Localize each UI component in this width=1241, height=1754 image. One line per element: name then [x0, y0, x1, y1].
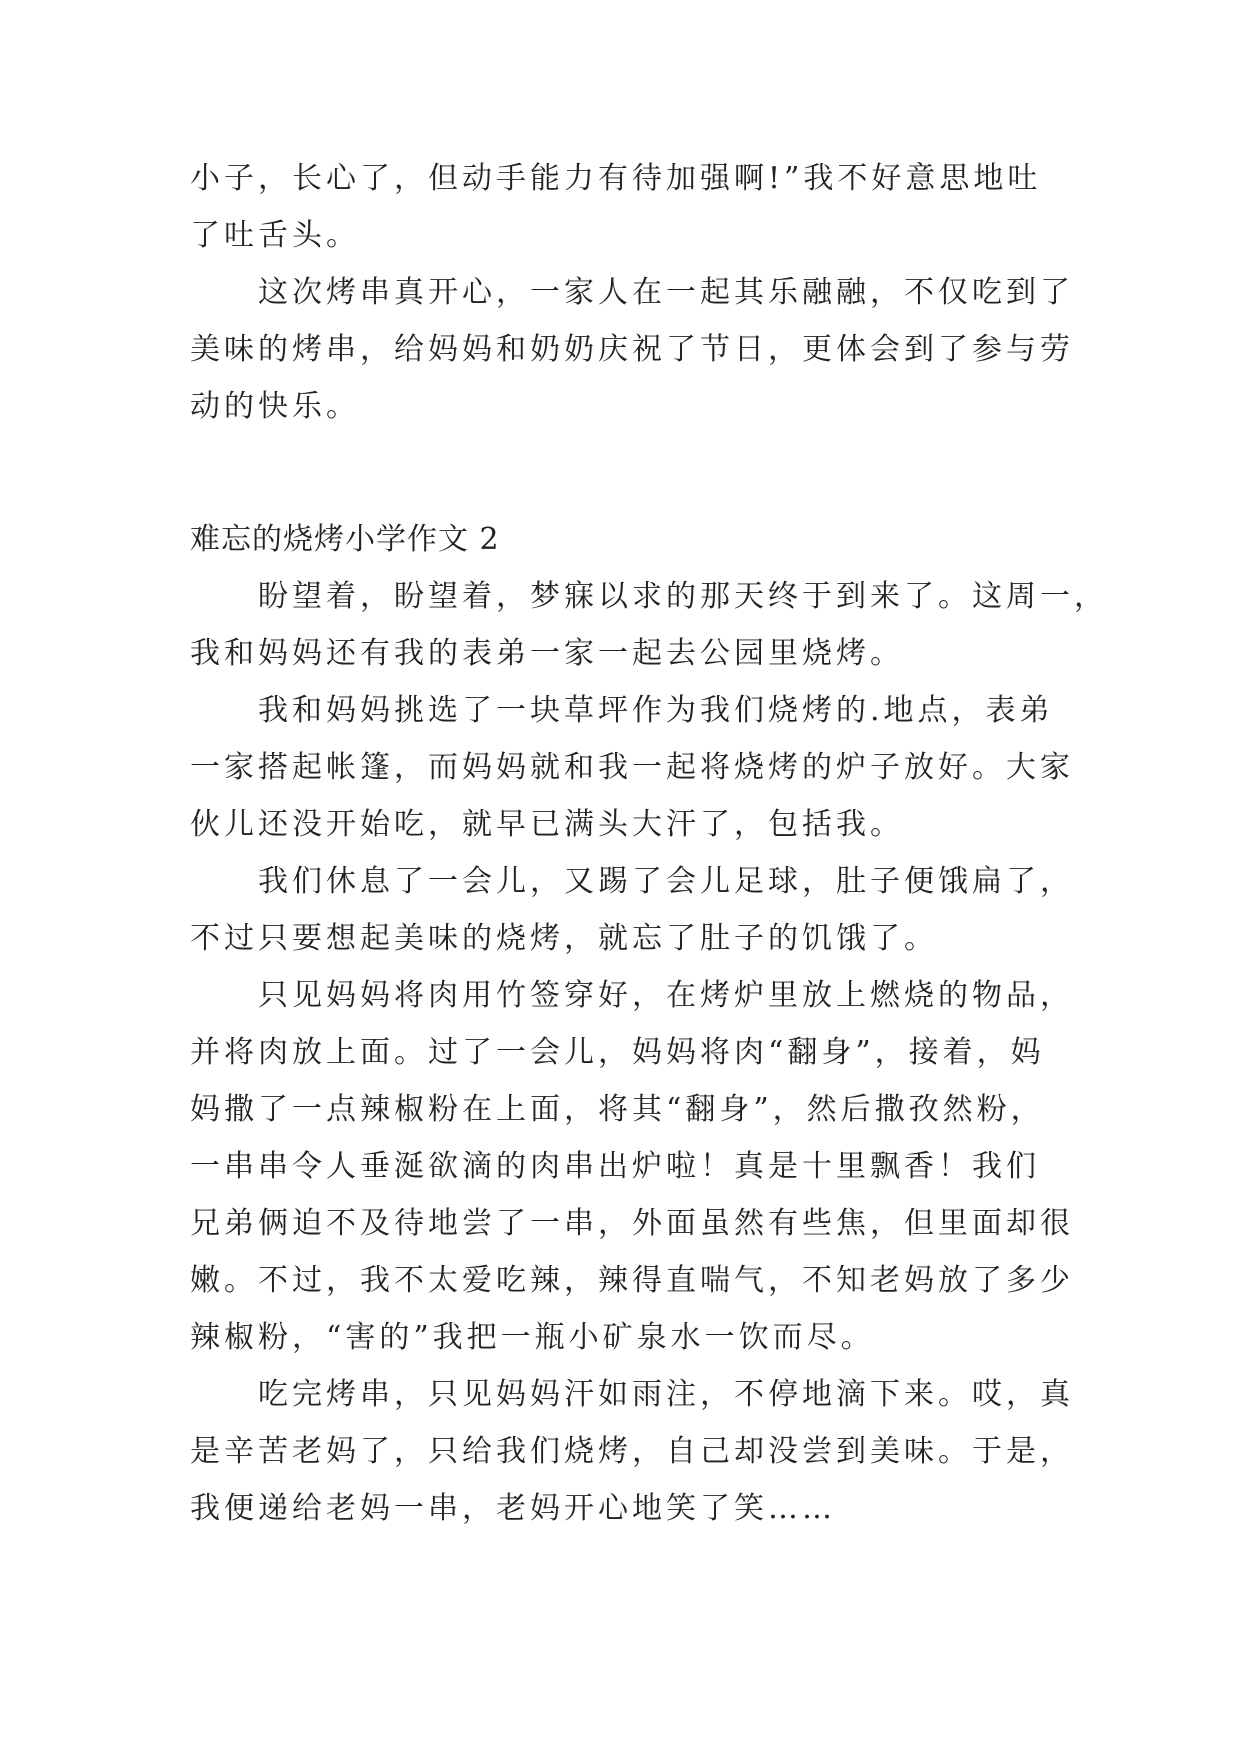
text-line: 我便递给老妈一串，老妈开心地笑了笑…… — [190, 1491, 836, 1526]
text-line: 兄弟俩迫不及待地尝了一串，外面虽然有些焦，但里面却很 — [190, 1206, 1074, 1241]
text-line: 这次烤串真开心，一家人在一起其乐融融，不仅吃到了 — [258, 275, 1074, 310]
text-line: 并将肉放上面。过了一会儿，妈妈将肉“翻身”，接着，妈 — [190, 1035, 1045, 1070]
text-line: 我们休息了一会儿，又踢了会儿足球，肚子便饿扁了， — [258, 864, 1074, 899]
text-line: 伙儿还没开始吃，就早已满头大汗了，包括我。 — [190, 807, 904, 842]
text-line: 一家搭起帐篷，而妈妈就和我一起将烧烤的炉子放好。大家 — [190, 750, 1074, 785]
text-line: 我和妈妈挑选了一块草坪作为我们烧烤的.地点，表弟 — [258, 693, 1054, 728]
text-line: 妈撒了一点辣椒粉在上面，将其“翻身”，然后撒孜然粉， — [190, 1092, 1045, 1127]
text-line: 了吐舌头。 — [190, 218, 360, 253]
text-line: 吃完烤串，只见妈妈汗如雨注，不停地滴下来。哎，真 — [258, 1377, 1074, 1412]
document-page — [190, 150, 1108, 1537]
text-line: 辣椒粉，“害的”我把一瓶小矿泉水一饮而尽。 — [190, 1320, 875, 1355]
text-line: 动的快乐。 — [190, 389, 360, 424]
paragraph — [190, 264, 1074, 435]
text-line: 不过只要想起美味的烧烤，就忘了肚子的饥饿了。 — [190, 921, 938, 956]
text-line: 美味的烤串，给妈妈和奶奶庆祝了节日，更体会到了参与劳 — [190, 332, 1074, 367]
text-line: 一串串令人垂涎欲滴的肉串出炉啦！真是十里飘香！我们 — [190, 1149, 1040, 1184]
text-line: 盼望着，盼望着，梦寐以求的那天终于到来了。这周一， — [258, 579, 1108, 614]
text-line: 是辛苦老妈了，只给我们烧烤，自己却没尝到美味。于是， — [190, 1434, 1074, 1469]
paragraph — [190, 568, 1108, 682]
paragraph — [190, 150, 1070, 264]
paragraph — [190, 682, 1074, 853]
paragraph — [190, 1366, 1074, 1537]
text-line: 嫩。不过，我不太爱吃辣，辣得直喘气，不知老妈放了多少 — [190, 1263, 1074, 1298]
text-line: 小子，长心了，但动手能力有待加强啊!”我不好意思地吐 — [190, 161, 1042, 196]
paragraph — [190, 967, 1074, 1366]
section-title: 难忘的烧烤小学作文 2 — [190, 522, 500, 557]
text-line: 只见妈妈将肉用竹签穿好，在烤炉里放上燃烧的物品， — [258, 978, 1074, 1013]
paragraph — [190, 853, 1074, 967]
text-line: 我和妈妈还有我的表弟一家一起去公园里烧烤。 — [190, 636, 904, 671]
